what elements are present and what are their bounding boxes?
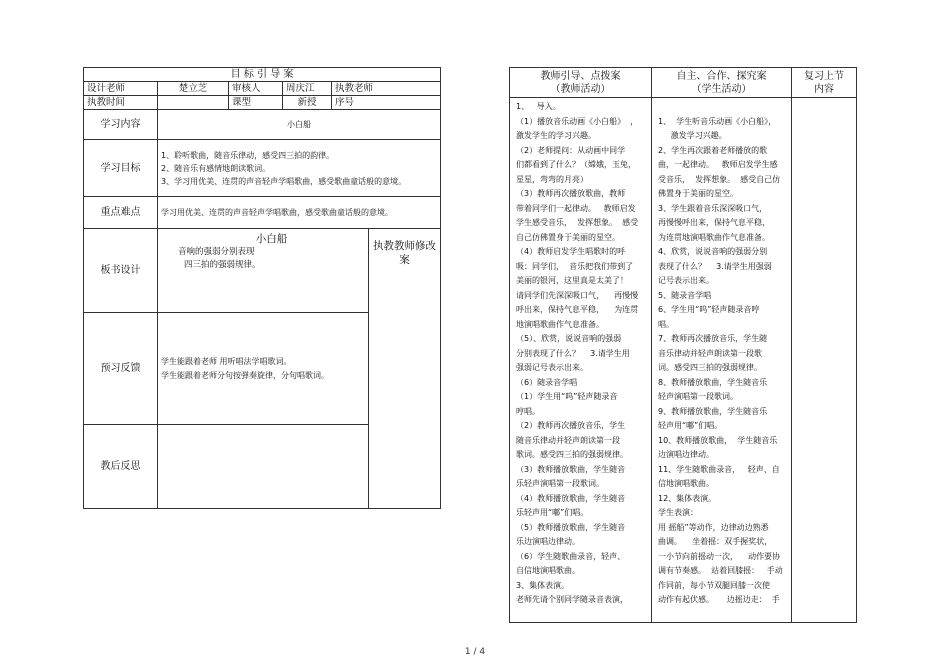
reviewer-value: 周庆江 [283, 82, 332, 96]
teacher-col-title: 教师引导、点拨案 [540, 70, 621, 82]
activity-line: 随音乐律动并轻声朗读第一段 [516, 435, 620, 445]
activity-line: 词。感受四三拍的强弱规律。 [658, 363, 762, 372]
table-title: 目 标 引 导 案 [84, 68, 441, 82]
feedback-value [158, 313, 369, 425]
teacher-label: 执教老师 [332, 82, 441, 96]
activity-line: （5）教师播放歌曲，学生随音 [516, 522, 626, 532]
activity-line: 1、 导入。 [516, 102, 561, 111]
activity-line: 4、欣赏，说说音响的强弱分别 [658, 247, 768, 256]
activity-line: 3、集体表演。 [516, 580, 570, 590]
activity-line: 7、教师再次播放音乐，学生随 [658, 334, 768, 343]
activity-line: 哼唱。 [516, 406, 540, 416]
activity-line: 信地演唱歌曲。 [658, 479, 714, 488]
board-label: 板书设计 [84, 229, 158, 313]
designer-label: 设计老师 [84, 82, 158, 96]
goal-item: 3、学习用优美、连贯的声音轻声学唱歌曲，感受歌曲童话般的意境。 [161, 176, 407, 186]
feedback-line: 学生能跟着老师分句按弹奏旋律，分句唱歌词。 [161, 370, 329, 380]
activity-line [658, 100, 785, 115]
activity-line: 1、 学生听音乐动画《小白船》， [658, 116, 777, 126]
activity-line: （3）教师再次播放歌曲，教师 [516, 189, 626, 198]
content-value: 小白船 [158, 110, 441, 140]
board-line: 四三拍的强弱规律。 [184, 260, 261, 270]
activity-line: 乐边演唱边律动。 [516, 537, 580, 546]
activity-line: 地演唱歌曲作气息准备。 [516, 319, 604, 329]
activity-line: 佛置身于美丽的星空。 [658, 189, 738, 198]
type-value: 新授 [283, 96, 332, 110]
activity-line: （4）教师启发学生唱歌时的呼 [516, 247, 626, 256]
activity-line: 强弱记号表示出来。 [516, 363, 588, 372]
activity-line: 吸：同学们， 音乐把我们带到了 [516, 261, 634, 271]
activity-line: 美丽的银河，这里真是太美了！ [516, 276, 628, 285]
page-indicator: 1 / 4 [464, 647, 486, 657]
activity-line: （6）学生随歌曲录音，轻声、 [516, 551, 626, 561]
activity-line: 记号表示出来。 [658, 276, 714, 285]
activity-line: 用 摇船”等动作，边律动边熟悉 [658, 522, 769, 532]
review-content [792, 98, 857, 623]
time-label: 执教时间 [84, 96, 158, 110]
activity-line: 老师先请个别同学随录音表演， [516, 595, 628, 604]
goals-list [158, 140, 441, 197]
activity-line: 歌词。感受四三拍的强弱规律。 [516, 450, 628, 459]
activity-line: 再慢慢呼出来，保持气息平稳， [658, 218, 770, 227]
goal-item: 2、随音乐有感情地朗读歌词。 [161, 163, 271, 173]
time-value [158, 96, 229, 110]
reflect-label: 教后反思 [84, 425, 158, 509]
seq-label: 序号 [332, 96, 441, 110]
activity-line: 学生表演： [658, 508, 698, 517]
activity-line: 自信地演唱歌曲。 [516, 566, 580, 575]
activity-line: （1）学生用“呜”轻声随录音 [516, 392, 618, 401]
activity-line: （4）教师播放歌曲，学生随音 [516, 493, 626, 503]
activity-line: 9、教师播放歌曲，学生随音乐 [658, 406, 768, 416]
feedback-line: 学生能跟着老师 用听唱法学唱歌词。 [161, 356, 292, 366]
activity-line: （2）教师再次播放音乐，学生 [516, 421, 626, 430]
activity-line: 呼出来，保持气息平稳， 为连贯 [516, 305, 639, 314]
activities-table [509, 67, 857, 623]
activity-line: 作同前，每小节双腿回膝一次使 [658, 580, 770, 590]
activity-line: 为连贯地演唱歌曲作气息准备。 [658, 232, 770, 242]
student-col-header [652, 68, 792, 98]
activity-line: 动作有起伏感。 边摇边走： 手 [658, 595, 780, 604]
activity-line: 星星，弯弯的月亮） [516, 174, 588, 184]
activity-line: 乐轻声演唱第一段歌词。 [516, 479, 604, 488]
activity-line: 表现了什么？ 3.请学生用强弱 [658, 261, 772, 271]
key-label: 重点难点 [84, 197, 158, 229]
review-col-header [792, 68, 857, 98]
activity-line: 们都看到了什么？（嫦娥，玉兔， [516, 160, 636, 169]
board-design [158, 229, 369, 313]
goal-item: 1、聆听歌曲，随音乐律动，感受四三拍的韵律。 [161, 150, 335, 160]
activity-line: 8、教师播放歌曲，学生随音乐 [658, 377, 768, 387]
activity-line: （6）随录音学唱 [516, 377, 578, 387]
student-activities [652, 98, 792, 623]
activity-line: （3）教师播放歌曲，学生随音 [516, 464, 626, 474]
teacher-col-sub: （教师活动） [550, 83, 611, 95]
activity-line: 调有节奏感。 站着回膝摇： 手动 [658, 566, 783, 575]
designer-value: 楚立芝 [158, 82, 229, 96]
activity-line: 6、学生用“呜”轻声随录音哼 [658, 305, 760, 314]
activity-line: 2、学生再次跟着老师播放的歌 [658, 145, 768, 155]
student-col-sub: （学生活动） [691, 83, 752, 95]
activity-line: 激发学生的学习兴趣。 [516, 131, 596, 140]
activity-line: 请同学们先深深吸口气， 再慢慢 [516, 290, 639, 300]
board-title: 小白船 [255, 233, 288, 245]
activity-line: 轻声演唱第一段歌词。 [658, 392, 738, 401]
activity-line: 激发学习兴趣。 [658, 131, 727, 140]
content-label: 学习内容 [84, 110, 158, 140]
activity-line: （1）播放音乐动画《小白船》 ， [516, 116, 639, 126]
activity-line: 10、教师播放歌曲， 学生随音乐 [658, 435, 778, 445]
activity-line: 分别表现了什么？ 3.请学生用 [516, 348, 630, 358]
activity-line: 乐轻声用“嘟”们唱。 [516, 508, 589, 517]
activity-line: 曲，一起律动。 教师启发学生感 [658, 160, 778, 169]
revise-cell [369, 229, 441, 509]
activity-line: 音乐律动并轻声朗读第一段歌 [658, 348, 762, 358]
board-line: 音响的强弱分别表现 [178, 247, 255, 257]
activity-line: 5、随录音学唱 [658, 290, 712, 300]
student-col-title: 自主、合作、探究案 [676, 70, 767, 82]
activity-line: 曲调。 坐着摇：双手握奖状， [658, 537, 773, 546]
reviewer-label: 审核人 [229, 82, 283, 96]
activity-line: 学生感受音乐， 发挥想象。 感受 [516, 218, 639, 227]
activity-line: 11、学生随歌曲录音， 轻声、自 [658, 464, 780, 474]
review-col-sub: 内容 [814, 83, 834, 95]
review-col-title: 复习上节 [804, 70, 844, 82]
key-value: 学习用优美、连贯的声音轻声学唱歌曲，感受歌曲童话般的意境。 [158, 197, 441, 229]
goals-label: 学习目标 [84, 140, 158, 197]
activity-line: 轻声用“嘟”们唱。 [658, 421, 723, 430]
activity-line: 唱。 [658, 319, 674, 329]
activity-line: 12、集体表演。 [658, 493, 717, 503]
guide-plan-table [83, 67, 441, 509]
activity-line: 一小节向前摇动一次， 动作要协 [658, 551, 781, 561]
activity-line: （2）老师提问：从动画中同学 [516, 145, 626, 155]
reflect-value [158, 425, 369, 509]
teacher-activities [510, 98, 652, 623]
revise-label: 执教教师修改案 [373, 240, 437, 266]
activity-line: （5）、欣赏，说说音响的强弱 [516, 334, 622, 343]
activity-line: 带着同学们一起律动。 教师启发 [516, 203, 636, 213]
activity-line: 3、学生跟着音乐深深吸口气， [658, 203, 768, 213]
feedback-label: 预习反馈 [84, 313, 158, 425]
teacher-col-header [510, 68, 652, 98]
activity-line: 自己仿佛置身于美丽的星空。 [516, 232, 620, 242]
activity-line: 边演唱边律动。 [658, 450, 714, 459]
activity-line: 受音乐， 发挥想象。 感受自己仿 [658, 174, 781, 184]
type-label: 课型 [229, 96, 283, 110]
